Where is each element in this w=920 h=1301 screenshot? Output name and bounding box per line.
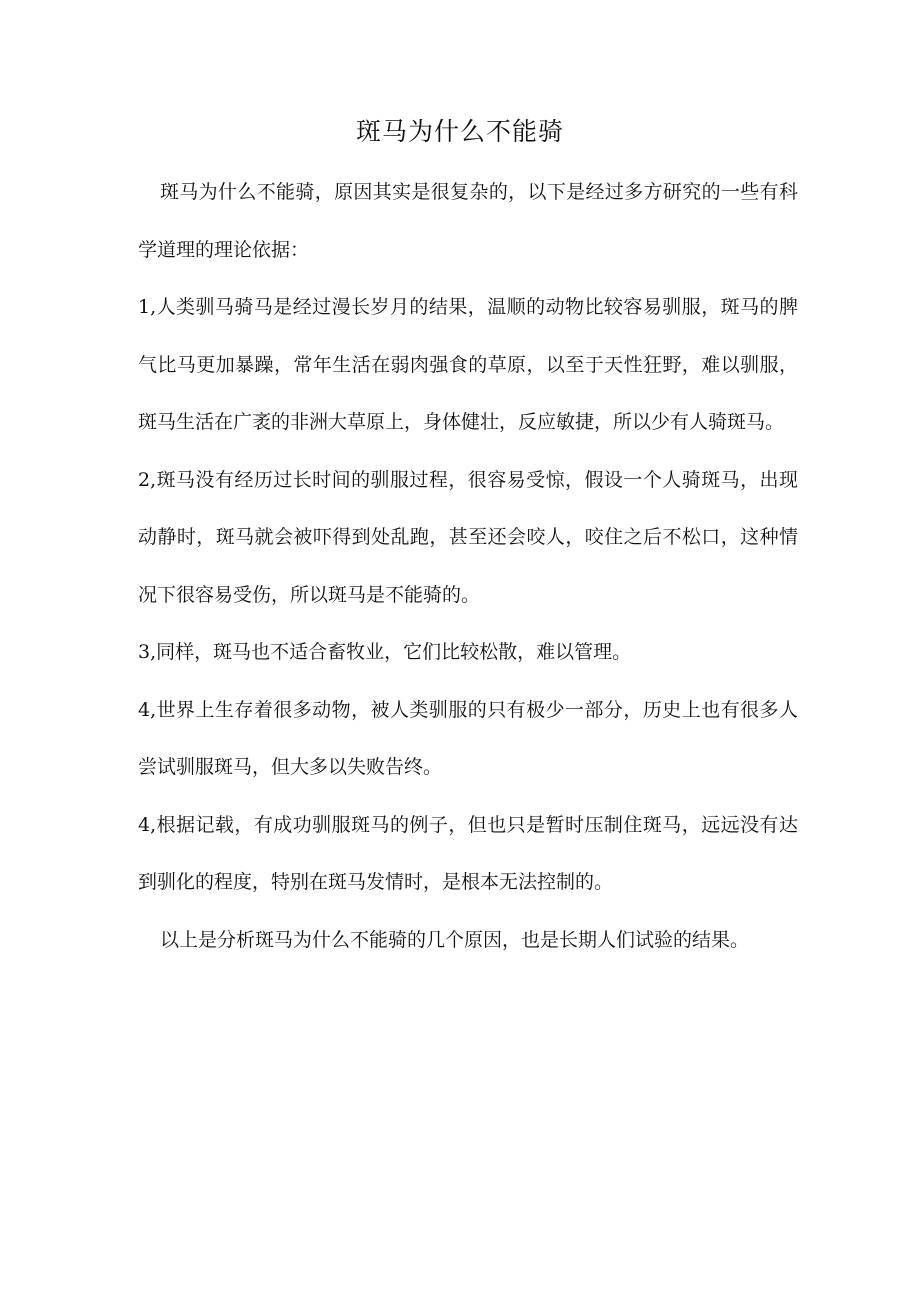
paragraph-reason-3: 3,同样，斑马也不适合畜牧业，它们比较松散，难以管理。 [138,641,632,663]
paragraph-intro: 斑马为什么不能骑，原因其实是很复杂的，以下是经过多方研究的一些有科学道理的理论依据： [138,181,798,261]
paragraph-reason-4b: 4,根据记载，有成功驯服斑马的例子，但也只是暂时压制住斑马，远远没有达到驯化的程度，特别在斑马发情时，是根本无法控制的。 [138,813,798,893]
paragraph-conclusion: 以上是分析斑马为什么不能骑的几个原因，也是长期人们试验的结果。 [160,928,750,951]
document-body [138,164,798,969]
paragraph-reason-1: 1,人类驯马骑马是经过漫长岁月的结果，温顺的动物比较容易驯服，斑马的脾气比马更加暴躁，常年生活在弱肉强食的草原，以至于天性狂野，难以驯服，斑马生活在广袤的非洲大草原上，身体健壮，反应敏捷，所以少有人骑斑马。 [138,296,798,433]
paragraph-reason-2: 2,斑马没有经历过长时间的驯服过程，很容易受惊，假设一个人骑斑马，出现动静时，斑马就会被吓得到处乱跑，甚至还会咬人，咬住之后不松口，这种情况下很容易受伤，所以斑马是不能骑的。 [138,468,798,606]
paragraph-reason-4a: 4,世界上生存着很多动物，被人类驯服的只有极少一部分，历史上也有很多人尝试驯服斑马，但大多以失败告终。 [138,698,798,778]
document-title: 斑马为什么不能骑 [355,117,564,146]
